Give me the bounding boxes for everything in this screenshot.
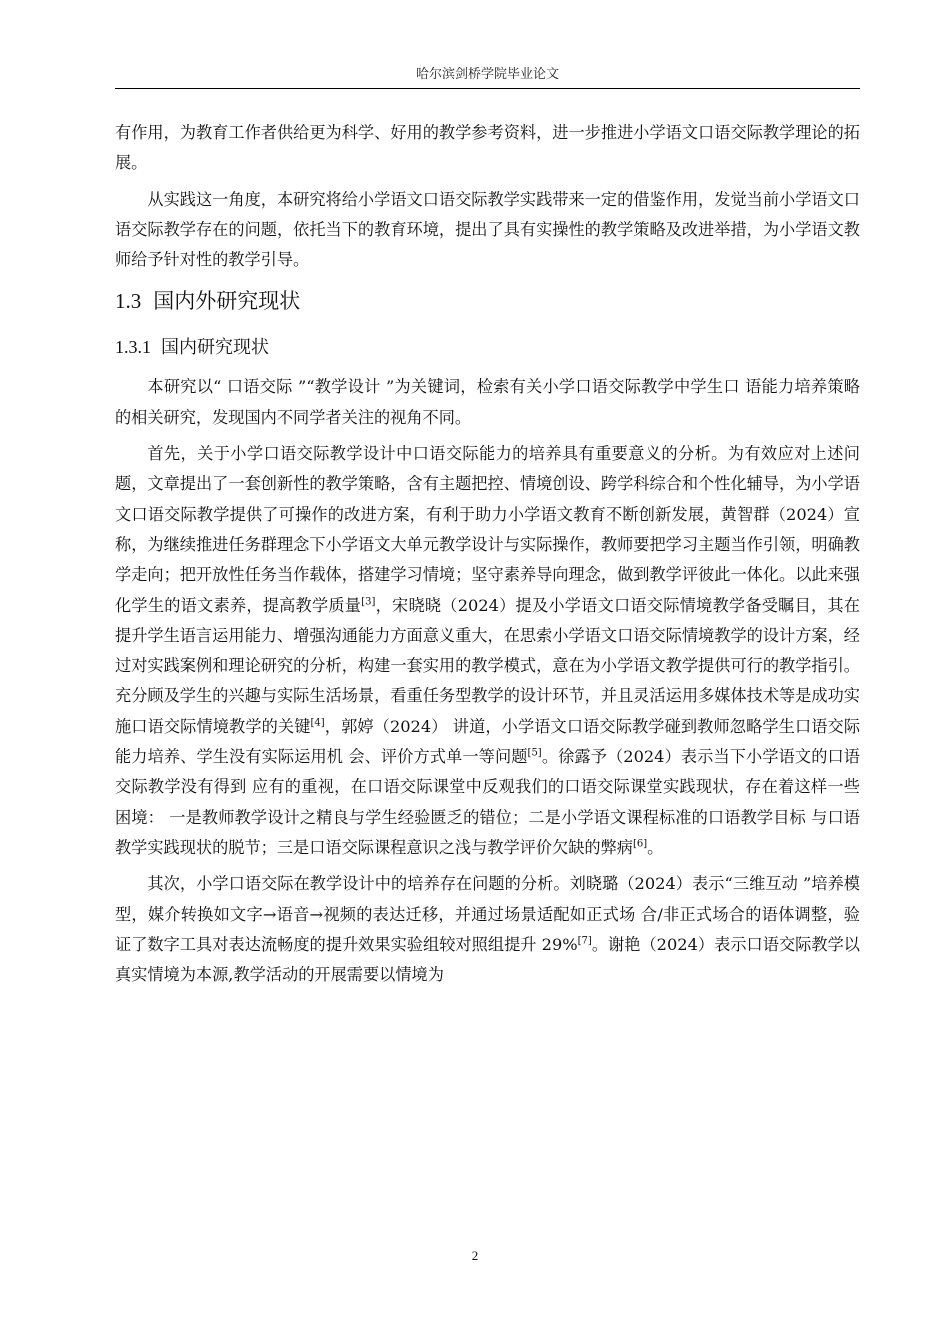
page-header [115,62,860,89]
subsection-heading [115,331,860,364]
citation-5: [5] [527,747,542,759]
paragraph-2: 从实践这一角度，本研究将给小学语文口语交际教学实践带来一定的借鉴作用，发觉当前小学语文口语交际教学存在的问题，依托当下的教育环境，提出了具有实操性的教学策略及改进举措，为小学语文教师给予针对性的教学引导。 [115,189,860,270]
section-number: 1.3 [115,289,142,314]
page-body [115,118,860,990]
subsection-number: 1.3.1 [115,337,151,358]
citation-4: [4] [310,717,325,729]
paragraph-4-text-c: ，郭婷（2024） 讲道，小学语文口语交际教学碰到教师忽略学生口语交际能力培养、学生没有实际运用机 会、评价方式单一等问题 [115,716,861,767]
paragraph-5-text-a: 其次，小学口语交际在教学设计中的培养存在问题的分析。刘晓璐（2024）表示“三维互动 ”培养模型，媒介转换如文字→语音→视频的表达迁移，并通过场景适配如正式场 合/非正式场合的语体调整，验证了数字工具对表达流畅度的提升效果实验组较对照组提升 29% [115,874,860,954]
page-footer [0,1248,950,1264]
paragraph-4-text-e: 。 [647,837,664,857]
paragraph-4 [115,439,860,863]
page-number: 2 [471,1248,479,1263]
section-title: 国内外研究现状 [153,289,301,314]
paragraph-4-text-d: 。徐露予（2024）表示当下小学语文的口语交际教学没有得到 应有的重视，在口语交际课堂中反观我们的口语交际课堂实践现状，存在着这样一些困境： 一是教师教学设计之精良与学生经验匮乏的错位；二是小学语文课程标准的口语教学目标 与口语教学实践现状的脱节；三是口语交际课程意识之浅与教学评价欠缺的弊病 [115,747,860,857]
section-heading [115,283,860,319]
subsection-title: 国内研究现状 [161,337,269,359]
citation-3: [3] [361,596,376,608]
paragraph-3: 本研究以“ 口语交际 ”“教学设计 ”为关键词，检索有关小学口语交际教学中学生口 语能力培养策略的相关研究，发现国内不同学者关注的视角不同。 [115,377,860,427]
paragraph-1: 有作用，为教育工作者供给更为科学、好用的教学参考资料，进一步推进小学语文口语交际教学理论的拓展。 [115,123,860,173]
paragraph-5-text-b: 。谢艳（2024）表示口语交际教学以真实情境为本源,教学活动的开展需要以情境为 [115,934,860,985]
paragraph-4-text-b: ，宋晓晓（2024）提及小学语文口语交际情境教学备受瞩目，其在提升学生语言运用能力、增强沟通能力方面意义重大，在思索小学语文口语交际情境教学的设计方案，经过对实践案例和理论研究的分析，构建一套实用的教学模式，意在为小学语文教学提供可行的教学指引。充分顾及学生的兴趣与实际生活场景，看重任务型教学的设计环节，并且灵活运用多媒体技术等是成功实施口语交际情境教学的关键 [115,595,860,736]
citation-7: [7] [577,935,592,947]
paragraph-4-text-a: 首先，关于小学口语交际教学设计中口语交际能力的培养具有重要意义的分析。为有效应对上述问题，文章提出了一套创新性的教学策略，含有主题把控、情境创设、跨学科综合和个性化辅导，为小学语文口语交际教学提供了可操作的改进方案，有利于助力小学语文教育不断创新发展，黄智群（2024）宣称，为继续推进任务群理念下小学语文大单元教学设计与实际操作，教师要把学习主题当作引领，明确教学走向；把开放性任务当作载体，搭建学习情境；坚守素养导向理念，做到教学评彼此一体化。以此来强化学生的语文素养，提高教学质量 [115,444,860,615]
header-title: 哈尔滨剑桥学院毕业论文 [415,67,559,82]
citation-6: [6] [633,838,648,850]
paragraph-5 [115,869,860,990]
